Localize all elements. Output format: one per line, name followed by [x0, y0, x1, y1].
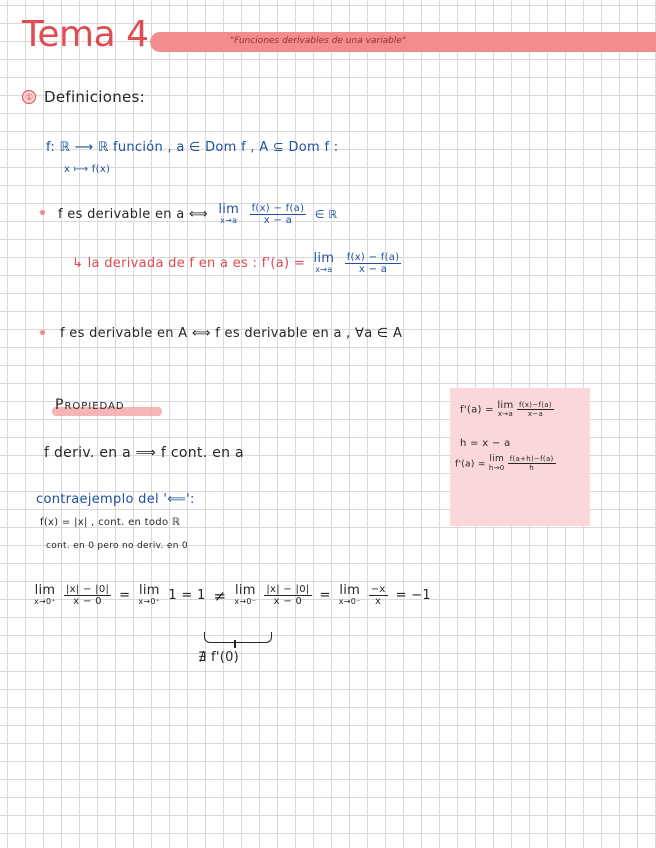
derivative-prefix: ↳ la derivada de f en a es : f'(a) = [72, 256, 306, 272]
right-lim-sub: x→0⁺ [34, 597, 56, 607]
lim-label-2: lim [313, 251, 335, 266]
derivative-definition [72, 252, 401, 275]
minus-one-result: = −1 [395, 588, 431, 604]
sidebox-fraction-1 [517, 401, 554, 418]
sidebox-num-3: f(a+h)−f(a) [509, 455, 554, 464]
sidebox-line-2: h = x − a [460, 438, 511, 449]
page-subtitle: "Funciones derivables de una variable" [230, 36, 407, 46]
page-title: Tema 4 [22, 14, 149, 55]
right-lim-sub-2: x→0⁺ [138, 597, 161, 607]
right-limit [34, 584, 56, 607]
right-quotient [64, 584, 111, 607]
sidebox-line3-prefix: f'(a) = [455, 459, 486, 470]
right-quotient-den: x − 0 [73, 596, 102, 608]
sidebox-lim-1: lim [497, 400, 514, 411]
definitions-heading: Definiciones: [44, 88, 145, 106]
left-lim-sub-2: x→0⁻ [338, 597, 361, 607]
limit-expression [218, 203, 239, 226]
sidebox-den-1: x−a [527, 409, 544, 418]
sidebox-lim-sub-3: h→0 [488, 463, 505, 472]
quotient-numerator-2: f(x) − f(a) [346, 252, 400, 264]
equals-1: = [119, 588, 131, 604]
quotient-numerator: f(x) − f(a) [251, 203, 305, 215]
sidebox-den-3: h [529, 464, 535, 473]
left-quotient-num: |x| − |0| [266, 584, 310, 596]
bullet-dot-2 [40, 330, 45, 335]
left-quotient [264, 584, 311, 607]
counterexample-heading: contraejemplo del '⟸': [36, 492, 195, 507]
sidebox-fraction-3 [508, 455, 556, 472]
underbrace-tip [234, 640, 236, 648]
lim-subscript-2: x→a [315, 265, 333, 275]
difference-quotient [250, 203, 307, 226]
real-membership: ∈ ℝ [314, 208, 338, 222]
limit-calculation [34, 584, 431, 607]
limit-expression-2 [313, 252, 334, 275]
not-equal-sign: ≠ [213, 586, 227, 605]
sidebox-lim-3: lim [489, 454, 505, 464]
left-quotient-den: x − 0 [273, 596, 303, 608]
sidebox-limit-3 [489, 455, 505, 473]
bullet-dot [40, 210, 45, 215]
neg-quotient-num: −x [370, 584, 386, 596]
sidebox-line-3 [455, 455, 556, 473]
sidebox-num-1: f(x)−f(a) [519, 400, 552, 409]
right-quotient-num: |x| − |0| [65, 584, 110, 596]
left-limit [234, 584, 256, 607]
left-lim-sub: x→0⁻ [234, 597, 257, 607]
sidebox-line-1 [460, 400, 554, 419]
underbrace [204, 632, 272, 643]
right-lim-label-2: lim [138, 583, 160, 598]
sidebox-line1-prefix: f'(a) = [460, 404, 494, 416]
derivable-definition [58, 203, 337, 226]
property-heading: Propiedad [55, 397, 125, 413]
left-lim-label: lim [234, 583, 256, 598]
equals-2: = [319, 588, 331, 604]
definition-prefix: f es derivable en a ⟺ [58, 207, 208, 223]
lim-subscript: x→a [220, 216, 238, 226]
function-mapping-line: x ⟼ f(x) [64, 164, 111, 175]
neg-quotient-den: x [375, 596, 382, 608]
sidebox-limit-1 [497, 400, 513, 419]
quotient-denominator: x − a [263, 215, 293, 227]
left-limit-2 [339, 584, 361, 607]
right-limit-2 [138, 584, 160, 607]
neg-quotient [369, 584, 388, 607]
lim-label: lim [218, 202, 240, 217]
left-lim-label-2: lim [339, 583, 361, 598]
counterexample-line-2: cont. en 0 pero no deriv. en 0 [46, 541, 188, 551]
one-equals-one: 1 = 1 [168, 588, 206, 604]
quotient-denominator-2: x − a [358, 264, 388, 276]
difference-quotient-2 [345, 252, 402, 275]
derivable-on-set-definition: f es derivable en A ⟺ f es derivable en a , ∀a ∈ A [60, 326, 403, 341]
section-number-icon: ① [22, 90, 36, 104]
right-lim-label: lim [34, 583, 56, 598]
no-derivative-conclusion: ∄ f'(0) [198, 650, 240, 665]
function-setup-line: f: ℝ ⟶ ℝ función , a ∈ Dom f , A ⊆ Dom f : [46, 140, 339, 155]
counterexample-line-1: f(x) = |x| , cont. en todo ℝ [40, 517, 181, 528]
sidebox-lim-sub-1: x→a [497, 410, 514, 418]
property-statement: f deriv. en a ⟹ f cont. en a [44, 445, 244, 461]
